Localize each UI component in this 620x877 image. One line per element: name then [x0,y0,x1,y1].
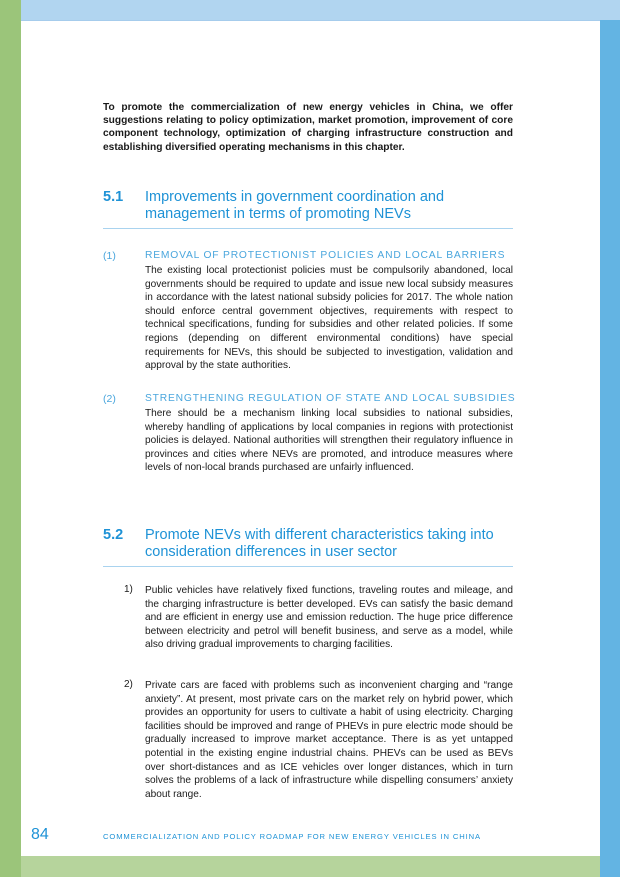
list-item-body: Public vehicles have relatively fixed functions, traveling routes and mileage, and the charging infrastructure is better developed. EVs can satisfy the basic demand and are efficient in energy use and emission reduction. The huge price difference between electricity and petrol will benefit business, and serve as a model, while also driving gradual improvements to charging facilities. [145,585,513,651]
bottom-green-band [21,856,600,877]
subsection-title: STRENGTHENING REGULATION OF STATE AND LOCAL SUBSIDIES [145,393,516,404]
section-heading-5-2 [103,527,513,567]
subsection-body: The existing local protectionist policies must be compulsorily abandoned, local governments should be required to update and issue new local subsidy measures in accordance with the latest national subsidy policies for 2017. The whole nation should enforce central government objectives, requirements with respect to technical specifications, funding for subsidies and other related policies. If some regions (depending on different environmental conditions) have special requirements for NEVs, this should be subjected to investigation, validation and approval by the state authorities. [145,265,513,372]
right-blue-band [600,20,620,877]
top-blue-band [21,0,620,21]
subsection-number: (1) [103,250,116,262]
subsection-body: There should be a mechanism linking local subsidies to national subsidies, whereby handling of applications by local companies in regions with protectionist policies is delayed. National authorities will strengthen their regulatory influence in provinces and cities where NEVs are promoted, and introduce measures where levels of non-local brands purchased are unfairly influenced. [145,408,513,474]
left-green-band [0,0,21,877]
page-number: 84 [31,826,49,843]
list-item-number: 2) [124,679,133,690]
intro-paragraph: To promote the commercialization of new energy vehicles in China, we offer suggestions relating to policy optimization, market promotion, improvement of core component technology, optimization of charging infrastructure construction and establishing diversified operating mechanisms in this chapter. [103,102,513,153]
section-number: 5.2 [103,527,124,543]
list-item-number: 1) [124,584,133,595]
subsection-number: (2) [103,393,116,405]
section-heading-5-1 [103,189,513,229]
running-title: COMMERCIALIZATION AND POLICY ROADMAP FOR NEW ENERGY VEHICLES IN CHINA [103,832,481,841]
section-number: 5.1 [103,189,124,205]
subsection-title: REMOVAL OF PROTECTIONIST POLICIES AND LOCAL BARRIERS [145,250,506,261]
section-title: Improvements in government coordination and management in terms of promoting NEVs [145,189,445,222]
list-item-body: Private cars are faced with problems such as inconvenient charging and “range anxiety”. At present, most private cars on the market rely on hybrid power, which provides an opportunity for users to cultivate a habit of using electricity. Charging facilities should be improved and range of PHEVs in pure electric mode should be gradually increased to improve market acceptance. There is as yet untapped potential in the existing engine industrial chains. PHEVs can be used as BEVs over short-distances and as ICE vehicles over longer distances, which in turn solves the problems of a lack of infrastructure while dispelling consumers’ anxiety about range. [145,680,513,800]
section-title: Promote NEVs with different characteristics taking into consideration differences in user sector [145,527,494,560]
